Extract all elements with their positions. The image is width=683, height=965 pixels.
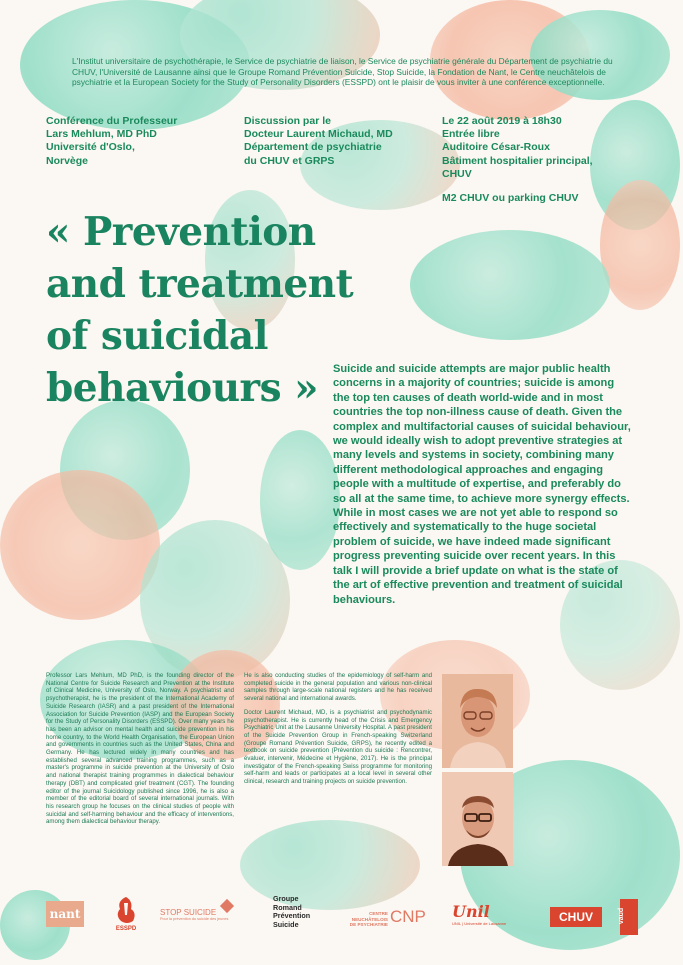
stop-suicide-text: STOP SUICIDE bbox=[160, 908, 217, 917]
nant-logo-text: nant bbox=[49, 907, 81, 921]
esspd-figure-icon bbox=[111, 895, 141, 925]
discussion-info bbox=[244, 115, 393, 168]
grps-line: Prévention bbox=[273, 911, 311, 921]
cnp-logo: CNP bbox=[390, 907, 426, 926]
vaud-logo bbox=[620, 899, 638, 935]
title-line: « Prevention bbox=[46, 209, 316, 255]
event-site: CHUV bbox=[442, 167, 472, 180]
intro-paragraph: L'Institut universitaire de psychothérapie, le Service de psychiatrie de liaison, le Service de psychiatrie générale du Département de psychiatrie du CHUV, l'Université de Lausanne ainsi que le Groupe Romand Prévention Suicide, Stop Suicide, la Fondation de Nant, le Centre neuchâtelois de psychiatrie et la European Society for the Study of Personality Disorders (ESSPD) ont le plaisir de vous inviter à une conférence exceptionnelle. bbox=[72, 56, 613, 88]
bio-mehlum-continued: He is also conducting studies of the epidemiology of self-harm and completed suicide in the general population and various non-clinical samples through large-scale national registers and he has received several national and international awards. bbox=[244, 672, 432, 703]
vaud-logo-text: vaud bbox=[618, 907, 626, 925]
title-line: behaviours » bbox=[46, 365, 319, 411]
bio-mehlum-text: Professor Lars Mehlum, MD PhD, is the founding director of the National Centre for Suicide Research and Prevention at the Institute of Clinical Medicine, University of Oslo, Norway. A psychiatrist and psychotherapist, he is the president of the International Academy of Suicide Research (IASR) and a past president of the International Association for Suicide Prevention (IASP) and the European Society for the Study of Personality Disorders (ESSPD). Over many years he has been an advisor on mental health and suicide prevention in his home country, to the World Health Organisation, the European Union and governments in countries such as the United States, China and Germany. He has lectured widely in many countries and has established several advanced training programmes, such as a master's programme in suicide prevention at the University of Oslo and national therapist training programmes in dialectical behaviour therapy (DBT) and complicated grief treatment (CGT). The founding editor of the journal Suicidology published since 1996, he is also a member of the editorial board of several international journals. With his research group he focuses on the clinical studies of people with suicidal and self-harming behaviour and the efficacy of interventions, among them dialectical behaviour therapy. bbox=[46, 672, 234, 826]
conference-line: Conférence du Professeur bbox=[46, 115, 178, 127]
event-info bbox=[442, 115, 593, 205]
grps-line: Groupe bbox=[273, 894, 299, 903]
grps-logo bbox=[273, 895, 333, 929]
speaker-country: Norvège bbox=[46, 154, 89, 167]
nant-logo bbox=[46, 901, 84, 927]
discussant-affiliation: du CHUV et GRPS bbox=[244, 154, 335, 167]
talk-title bbox=[46, 206, 366, 414]
chuv-logo-text: CHUV bbox=[558, 910, 593, 924]
grps-line: Romand bbox=[273, 902, 302, 912]
cnp-caption-line: DE PSYCHIATRIE bbox=[349, 922, 388, 928]
stop-suicide-subtext: Pour la prévention du suicide des jeunes bbox=[160, 917, 229, 921]
cnp-logo-caption bbox=[338, 911, 388, 928]
speaker-university: Université d'Oslo, bbox=[46, 141, 135, 154]
sponsor-logos bbox=[0, 895, 683, 945]
stop-suicide-logo bbox=[160, 909, 240, 922]
title-line: of suicidal bbox=[46, 313, 268, 359]
bio-column-2 bbox=[244, 672, 432, 792]
unil-logo-text: Unil bbox=[452, 902, 490, 921]
bio-mehlum bbox=[46, 672, 234, 832]
speaker-photo-mehlum bbox=[442, 674, 513, 768]
speaker-name: Lars Mehlum, MD PhD bbox=[46, 128, 157, 141]
event-building: Bâtiment hospitalier principal, bbox=[442, 154, 593, 167]
event-entry: Entrée libre bbox=[442, 128, 500, 141]
chuv-logo bbox=[550, 907, 602, 927]
abstract-paragraph: Suicide and suicide attempts are major public health concerns in a majority of countries; suicide is among the top ten causes of death world-wide and in most countries the top non-illness cause of death. Given the complex and multifactorial causes of suicidal behaviour, we would ideally wish to adopt preventive strategies at many levels and systems in society, combining many different methodological approaches and engaging people with a multitude of expertise, and preferably do so all at the same time, to achieve more synergy effects. While in most cases we are not yet able to respond so effectively and systematically to the huge societal problem of suicide, we have indeed made significant progress preventing suicide over recent years. In this talk I will provide a brief update on what is the state of the art of effective prevention and treatment of suicidal behaviours. bbox=[333, 363, 631, 606]
unil-logo bbox=[452, 903, 532, 926]
discussion-line: Discussion par le bbox=[244, 115, 331, 127]
title-line: and treatment bbox=[46, 261, 354, 307]
grps-line: Suicide bbox=[273, 919, 299, 929]
cnp-caption-line: CENTRE bbox=[369, 911, 388, 916]
conference-info bbox=[46, 115, 177, 168]
speaker-photo-michaud bbox=[442, 772, 513, 866]
esspd-logo bbox=[106, 895, 146, 933]
esspd-logo-text: ESSPD bbox=[115, 926, 137, 932]
event-transport: M2 CHUV ou parking CHUV bbox=[442, 192, 579, 205]
event-date: Le 22 août 2019 à 18h30 bbox=[442, 115, 562, 127]
bio-michaud-text: Doctor Laurent Michaud, MD, is a psychiatrist and psychodynamic psychotherapist. He is currently head of the Crisis and Emergency Psychiatric Unit at the Lausanne University Hospital. A past president of the Suicide Prevention Group in French-speaking Switzerland (Groupe Romand Prévention Suicide, GRPS), he recently edited a textbook on suicide prevention (Prévention du suicide : Rencontrer, évaluer, intervenir, Médecine et Hygiène, 2017). He is the principal investigator of the French-speaking Swiss programme for monitoring self-harm and leads or participates at a local level in several other clinical, research and training projects on suicide prevention. bbox=[244, 708, 432, 786]
cnp-caption-line: NEUCHÂTELOIS bbox=[351, 916, 388, 922]
unil-logo-subtext: UNIL | Université de Lausanne bbox=[452, 921, 507, 926]
discussant-department: Département de psychiatrie bbox=[244, 141, 382, 154]
event-room: Auditoire César-Roux bbox=[442, 141, 550, 154]
discussant-name: Docteur Laurent Michaud, MD bbox=[244, 128, 393, 141]
